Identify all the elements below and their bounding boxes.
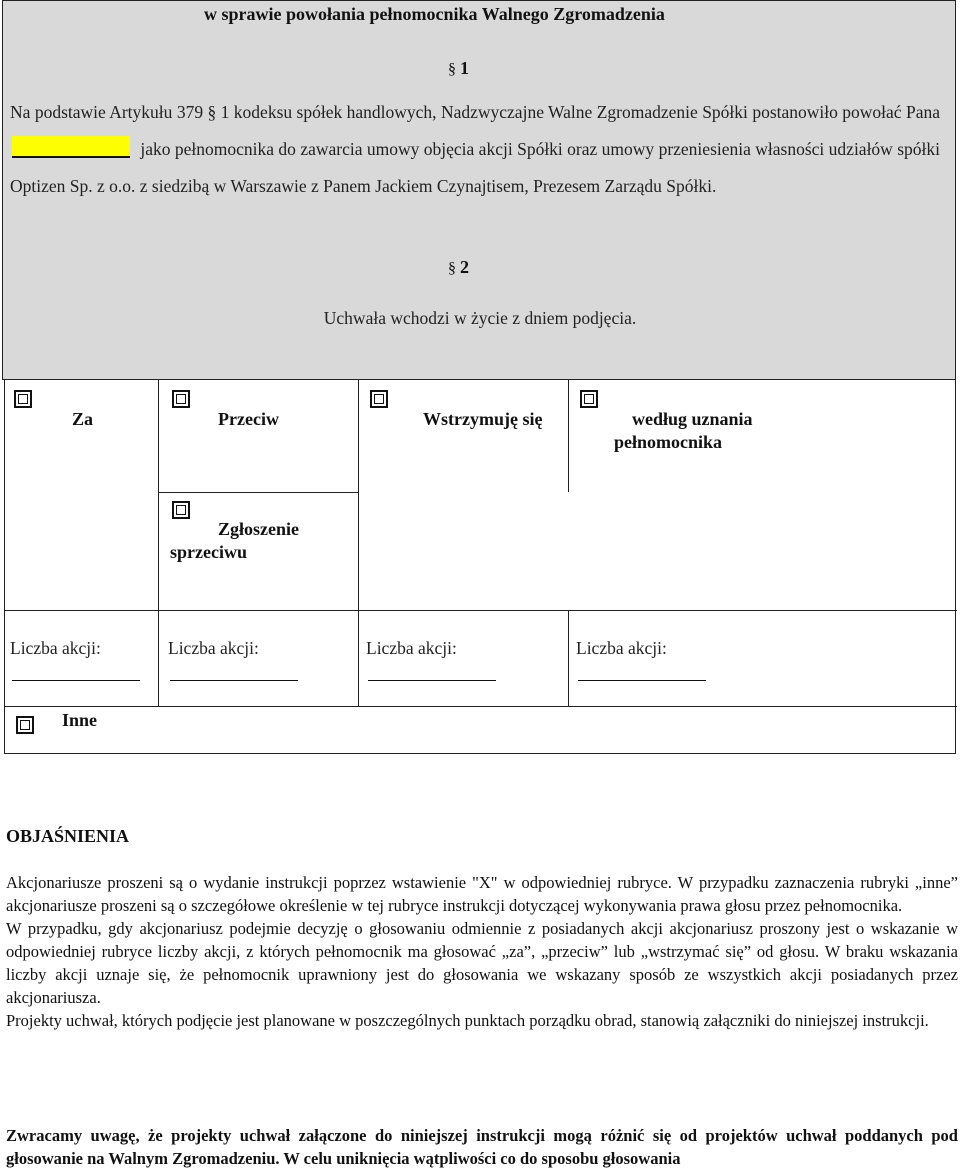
- divider: [358, 492, 359, 610]
- explanation-paragraph-2: W przypadku, gdy akcjonariusz podejmie decyzję o głosowaniu odmiennie z posiadanych akcji akcjonariusz proszony jest o wskazanie w odpowiedniej rubryce liczby akcji, z których pełnomocnik ma głosować „za”, „przeciw” lub „wstrzymać się” od głosu. W braku wskazania liczby akcji uznaje się, że pełnomocnik uprawniony jest do głosowania we wskazany sposób ze wszystkich akcji posiadanych przez akcjonariusza.: [6, 919, 958, 1007]
- resolution-title: w sprawie powołania pełnomocnika Walnego Zgromadzenia: [204, 4, 665, 24]
- vote-wstrzymuje-label: Wstrzymuję się: [423, 409, 543, 429]
- vote-sprzeciw-label-2: sprzeciwu: [170, 542, 247, 562]
- warning-text: Zwracamy uwagę, że projekty uchwał załączone do niniejszej instrukcji mogą różnić się od projektów uchwał poddanych pod głosowanie na Walnym Zgromadzeniu. W celu uniknięcia wątpliwości co do sposobu głosowania: [6, 1126, 958, 1168]
- divider: [358, 380, 359, 492]
- divider: [158, 492, 359, 493]
- section-1-text: Na podstawie Artykułu 379 § 1 kodeksu spółek handlowych, Nadzwyczajne Walne Zgromadzenie Spółki postanowiło powołać Pana jako pełnomocnika do zawarcia umowy objęcia akcji Spółki oraz umowy przeniesienia własności udziałów spółki Optizen Sp. z o.o. z siedzibą w Warszawie z Panem Jackiem Czynajtisem, Prezesem Zarządu Spółki.: [10, 102, 940, 196]
- vote-uznanie-label-2: pełnomocnika: [614, 432, 723, 452]
- vote-uznanie-checkbox[interactable]: [580, 390, 598, 408]
- divider: [5, 706, 957, 707]
- divider: [158, 610, 159, 706]
- vote-wstrzymuje-checkbox[interactable]: [370, 390, 388, 408]
- vote-przeciw-label: Przeciw: [218, 409, 279, 429]
- section-2-text: Uchwała wchodzi w życie z dniem podjęcia.: [323, 308, 637, 328]
- count-wstrzymuje-field[interactable]: [368, 680, 496, 681]
- section-1-heading: § 1: [448, 58, 469, 78]
- attorney-name-field[interactable]: [12, 136, 130, 158]
- voting-table: [4, 380, 956, 754]
- count-przeciw-field[interactable]: [170, 680, 298, 681]
- vote-inne-label: Inne: [62, 710, 98, 730]
- vote-sprzeciw-checkbox[interactable]: [172, 501, 190, 519]
- vote-inne-checkbox[interactable]: [16, 716, 34, 734]
- divider: [568, 610, 569, 706]
- explanation-paragraph-1: Akcjonariusze proszeni są o wydanie instrukcji poprzez wstawienie "X" w odpowiedniej rubryce. W przypadku zaznaczenia rubryki „inne” akcjonariusze proszeni są o szczegółowe określenie w tej rubryce instrukcji dotyczącej wykonywania prawa głosu przez pełnomocnika.: [6, 873, 958, 915]
- vote-za-checkbox[interactable]: [14, 390, 32, 408]
- explanation-paragraph-3: Projekty uchwał, których podjęcie jest planowane w poszczególnych punktach porządku obrad, stanowią załączniki do niniejszej instrukcji.: [6, 1011, 929, 1030]
- count-wstrzymuje-label: Liczba akcji:: [366, 638, 457, 658]
- section-2-heading: § 2: [448, 257, 469, 277]
- divider: [358, 610, 359, 706]
- count-przeciw-label: Liczba akcji:: [168, 638, 259, 658]
- vote-przeciw-checkbox[interactable]: [172, 390, 190, 408]
- count-uznanie-label: Liczba akcji:: [576, 638, 667, 658]
- vote-sprzeciw-label-1: Zgłoszenie: [218, 519, 299, 539]
- explanations-text: [6, 871, 958, 1032]
- vote-uznanie-label-1: według uznania: [632, 409, 753, 429]
- count-za-field[interactable]: [12, 680, 140, 681]
- count-za-label: Liczba akcji:: [10, 638, 101, 658]
- divider: [568, 380, 569, 492]
- divider: [158, 380, 159, 610]
- divider: [5, 610, 957, 611]
- explanations-heading: OBJAŚNIENIA: [6, 826, 130, 846]
- count-uznanie-field[interactable]: [578, 680, 706, 681]
- vote-za-label: Za: [72, 409, 94, 429]
